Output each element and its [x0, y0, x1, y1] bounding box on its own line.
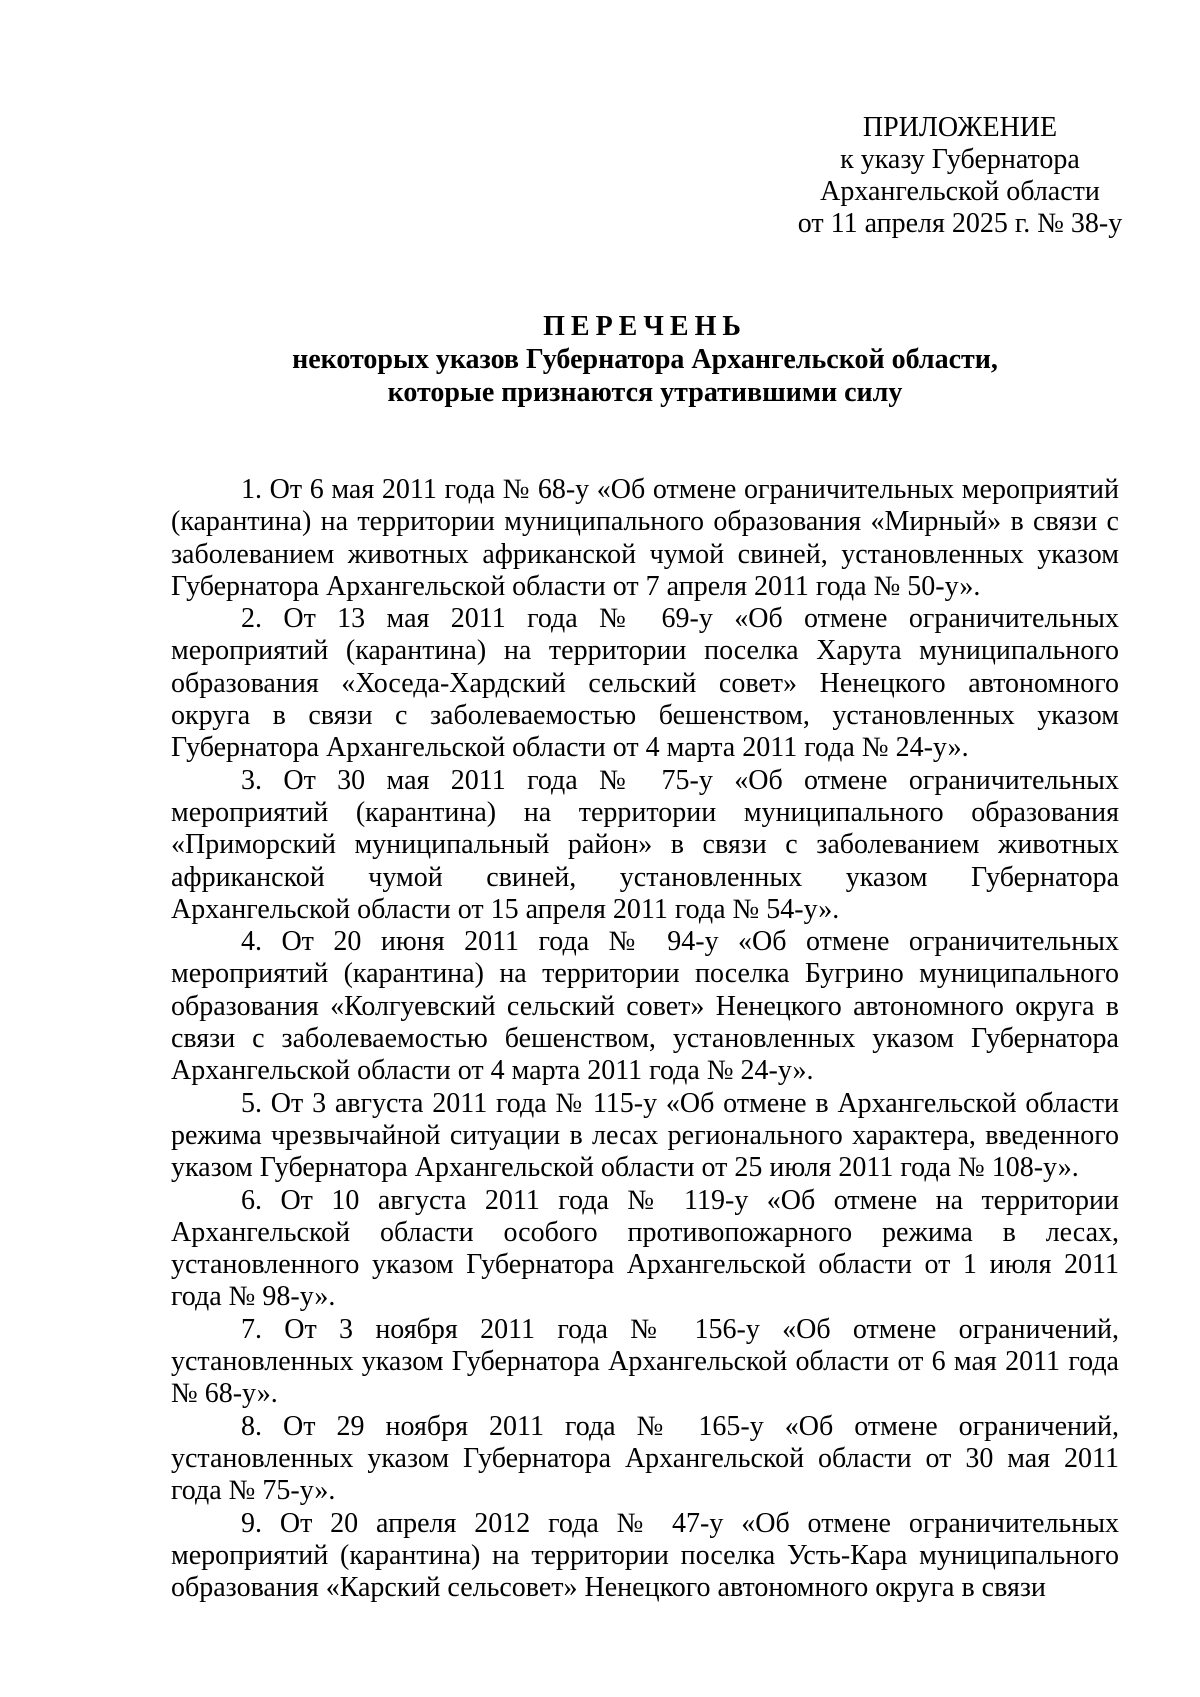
- list-item: 7. От 3 ноября 2011 года № 156-у «Об отмене ограничений, установленных указом Губернатора Архангельской области от 6 мая 2011 года № 68-у».: [171, 1313, 1119, 1410]
- list-item: 1. От 6 мая 2011 года № 68-у «Об отмене ограничительных мероприятий (карантина) на территории муниципального образования «Мирный» в связи с заболеванием животных африканской чумой свиней, установленных указом Губернатора Архангельской области от 7 апреля 2011 года № 50-у».: [171, 474, 1119, 602]
- list-item: 9. От 20 апреля 2012 года № 47-у «Об отмене ограничительных мероприятий (карантина) на территории поселка Усть-Кара муниципального образования «Карский сельсовет» Ненецкого автономного округа в связи: [171, 1507, 1119, 1604]
- document-subtitle-line-2: которые признаются утратившими силу: [387, 377, 903, 408]
- appendix-date-line: от 11 апреля 2025 г. № 38-у: [797, 208, 1123, 239]
- document-heading: [170, 310, 1120, 409]
- list-item: 4. От 20 июня 2011 года № 94-у «Об отмене ограничительных мероприятий (карантина) на территории поселка Бугрино муниципального образования «Колгуевский сельский совет» Ненецкого автономного округа в связи с заболеваемостью бешенством, установленных указом Губернатора Архангельской области от 4 марта 2011 года № 24-у».: [171, 926, 1119, 1087]
- list-item: 8. От 29 ноября 2011 года № 165-у «Об отмене ограничений, установленных указом Губернатора Архангельской области от 30 мая 2011 года № 75-у».: [171, 1410, 1119, 1507]
- list-item: 2. От 13 мая 2011 года № 69-у «Об отмене ограничительных мероприятий (карантина) на территории поселка Харута муниципального образования «Хоседа-Хардский сельский совет» Ненецкого автономного округа в связи с заболеваемостью бешенством, установленных указом Губернатора Архангельской области от 4 марта 2011 года № 24-у».: [171, 603, 1119, 764]
- list-item: 6. От 10 августа 2011 года № 119-у «Об отмене на территории Архангельской области особого противопожарного режима в лесах, установленного указом Губернатора Архангельской области от 1 июля 2011 года № 98-у».: [171, 1184, 1119, 1313]
- appendix-region-line: Архангельской области: [820, 176, 1100, 207]
- appendix-decree-line: к указу Губернатора: [840, 144, 1080, 175]
- list-item: 3. От 30 мая 2011 года № 75-у «Об отмене ограничительных мероприятий (карантина) на территории муниципального образования «Приморский муниципальный район» в связи с заболеванием животных африканской чумой свиней, установленных указом Губернатора Архангельской области от 15 апреля 2011 года № 54-у».: [171, 764, 1119, 925]
- list-item: 5. От 3 августа 2011 года № 115-у «Об отмене в Архангельской области режима чрезвычайной ситуации в лесах регионального характера, введенного указом Губернатора Архангельской области от 25 июля 2011 года № 108-у».: [171, 1087, 1119, 1184]
- document-subtitle-line-1: некоторых указов Губернатора Архангельской области,: [292, 344, 998, 375]
- appendix-block: [760, 112, 1160, 240]
- decree-list: [171, 474, 1119, 1604]
- document-title: ПЕРЕЧЕНЬ: [543, 311, 747, 342]
- appendix-label: ПРИЛОЖЕНИЕ: [862, 112, 1058, 143]
